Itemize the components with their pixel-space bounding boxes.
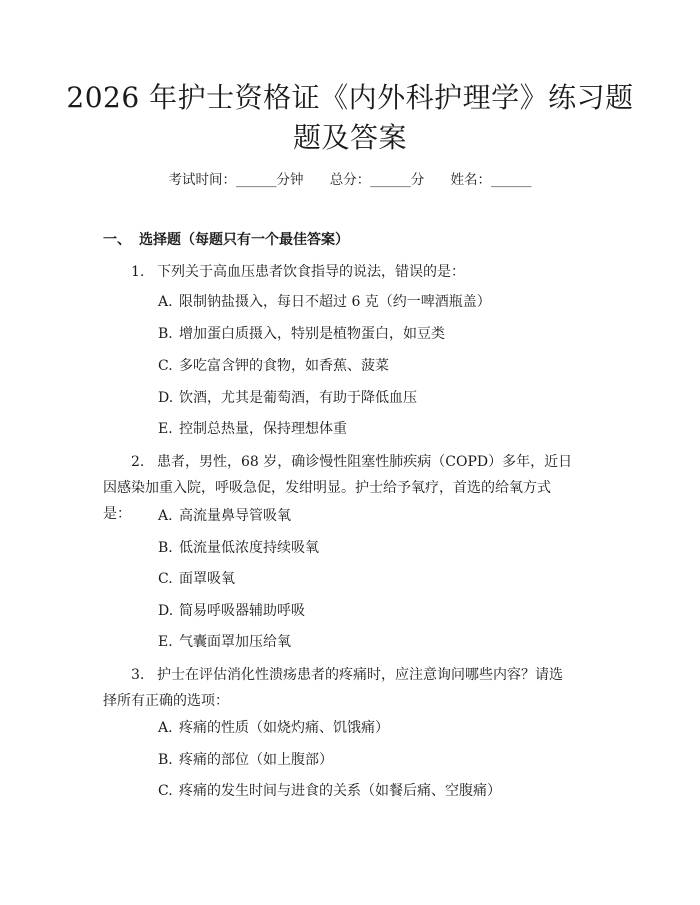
- title-line-1: 2026 年护士资格证《内外科护理学》练习题: [66, 81, 634, 114]
- option-label: D.: [158, 603, 174, 619]
- option-text: 限制钠盐摄入，每日不超过 6 克（约一啤酒瓶盖）: [179, 294, 491, 310]
- option-label: B.: [158, 752, 173, 768]
- q3-option-c: [158, 781, 501, 801]
- option-label: A.: [158, 508, 173, 524]
- question-text: 下列关于高血压患者饮食指导的说法，错误的是：: [157, 264, 465, 280]
- option-text: 气囊面罩加压给氧: [179, 634, 291, 650]
- option-text: 控制总热量，保持理想体重: [179, 421, 347, 437]
- question-number: 2.: [131, 454, 145, 470]
- option-text: 增加蛋白质摄入，特别是植物蛋白，如豆类: [179, 326, 445, 342]
- option-text: 多吃富含钾的食物，如香蕉、菠菜: [179, 358, 389, 374]
- option-text: 疼痛的性质（如烧灼痛、饥饿痛）: [179, 720, 389, 736]
- question-number: 3.: [131, 667, 145, 683]
- q1-option-e: [158, 419, 347, 439]
- student-name-field: 姓名：______: [450, 172, 532, 188]
- option-label: B.: [158, 326, 173, 342]
- q2-option-c: [158, 569, 235, 589]
- option-text: 简易呼吸器辅助呼吸: [179, 603, 305, 619]
- option-text: 高流量鼻导管吸氧: [179, 508, 291, 524]
- page-title: [0, 78, 700, 158]
- option-text: 面罩吸氧: [179, 571, 235, 587]
- exam-meta: [0, 168, 700, 188]
- q2-option-d: [158, 601, 305, 621]
- q2-option-a: [158, 506, 291, 526]
- q2-option-b: [158, 538, 319, 558]
- total-score-field: 总分：______分: [329, 172, 425, 188]
- option-text: 饮酒，尤其是葡萄酒，有助于降低血压: [179, 390, 417, 406]
- title-line-2: 题及答案: [292, 121, 407, 154]
- question-text: 患者，男性，68 岁，确诊慢性阻塞性肺疾病（COPD）多年，近日因感染加重入院，呼吸急促，发绀明显。护士给予氧疗，首选的给氧方式是：: [103, 454, 573, 522]
- option-label: C.: [158, 358, 173, 374]
- option-label: D.: [158, 390, 174, 406]
- q1-option-d: [158, 388, 417, 408]
- section-heading: [103, 229, 349, 249]
- option-label: C.: [158, 571, 173, 587]
- option-text: 疼痛的发生时间与进食的关系（如餐后痛、空腹痛）: [179, 783, 501, 799]
- option-label: E.: [158, 421, 173, 437]
- exam-time-field: 考试时间：______分钟: [168, 172, 304, 188]
- option-text: 疼痛的部位（如上腹部）: [179, 752, 333, 768]
- option-label: E.: [158, 634, 173, 650]
- option-label: B.: [158, 540, 173, 556]
- section-title: 选择题（每题只有一个最佳答案）: [139, 232, 349, 248]
- option-text: 低流量低浓度持续吸氧: [179, 540, 319, 556]
- option-label: C.: [158, 783, 173, 799]
- q2-option-e: [158, 632, 291, 652]
- q1-option-a: [158, 292, 491, 312]
- q3-option-b: [158, 750, 333, 770]
- q3-option-a: [158, 718, 389, 738]
- q1-option-b: [158, 324, 445, 344]
- option-label: A.: [158, 294, 173, 310]
- q1-option-c: [158, 356, 389, 376]
- section-number: 一、: [103, 232, 131, 248]
- question-1: [103, 259, 573, 285]
- question-text: 护士在评估消化性溃疡患者的疼痛时，应注意询问哪些内容？请选择所有正确的选项：: [103, 667, 563, 709]
- question-3: [103, 662, 573, 714]
- option-label: A.: [158, 720, 173, 736]
- question-number: 1.: [131, 264, 145, 280]
